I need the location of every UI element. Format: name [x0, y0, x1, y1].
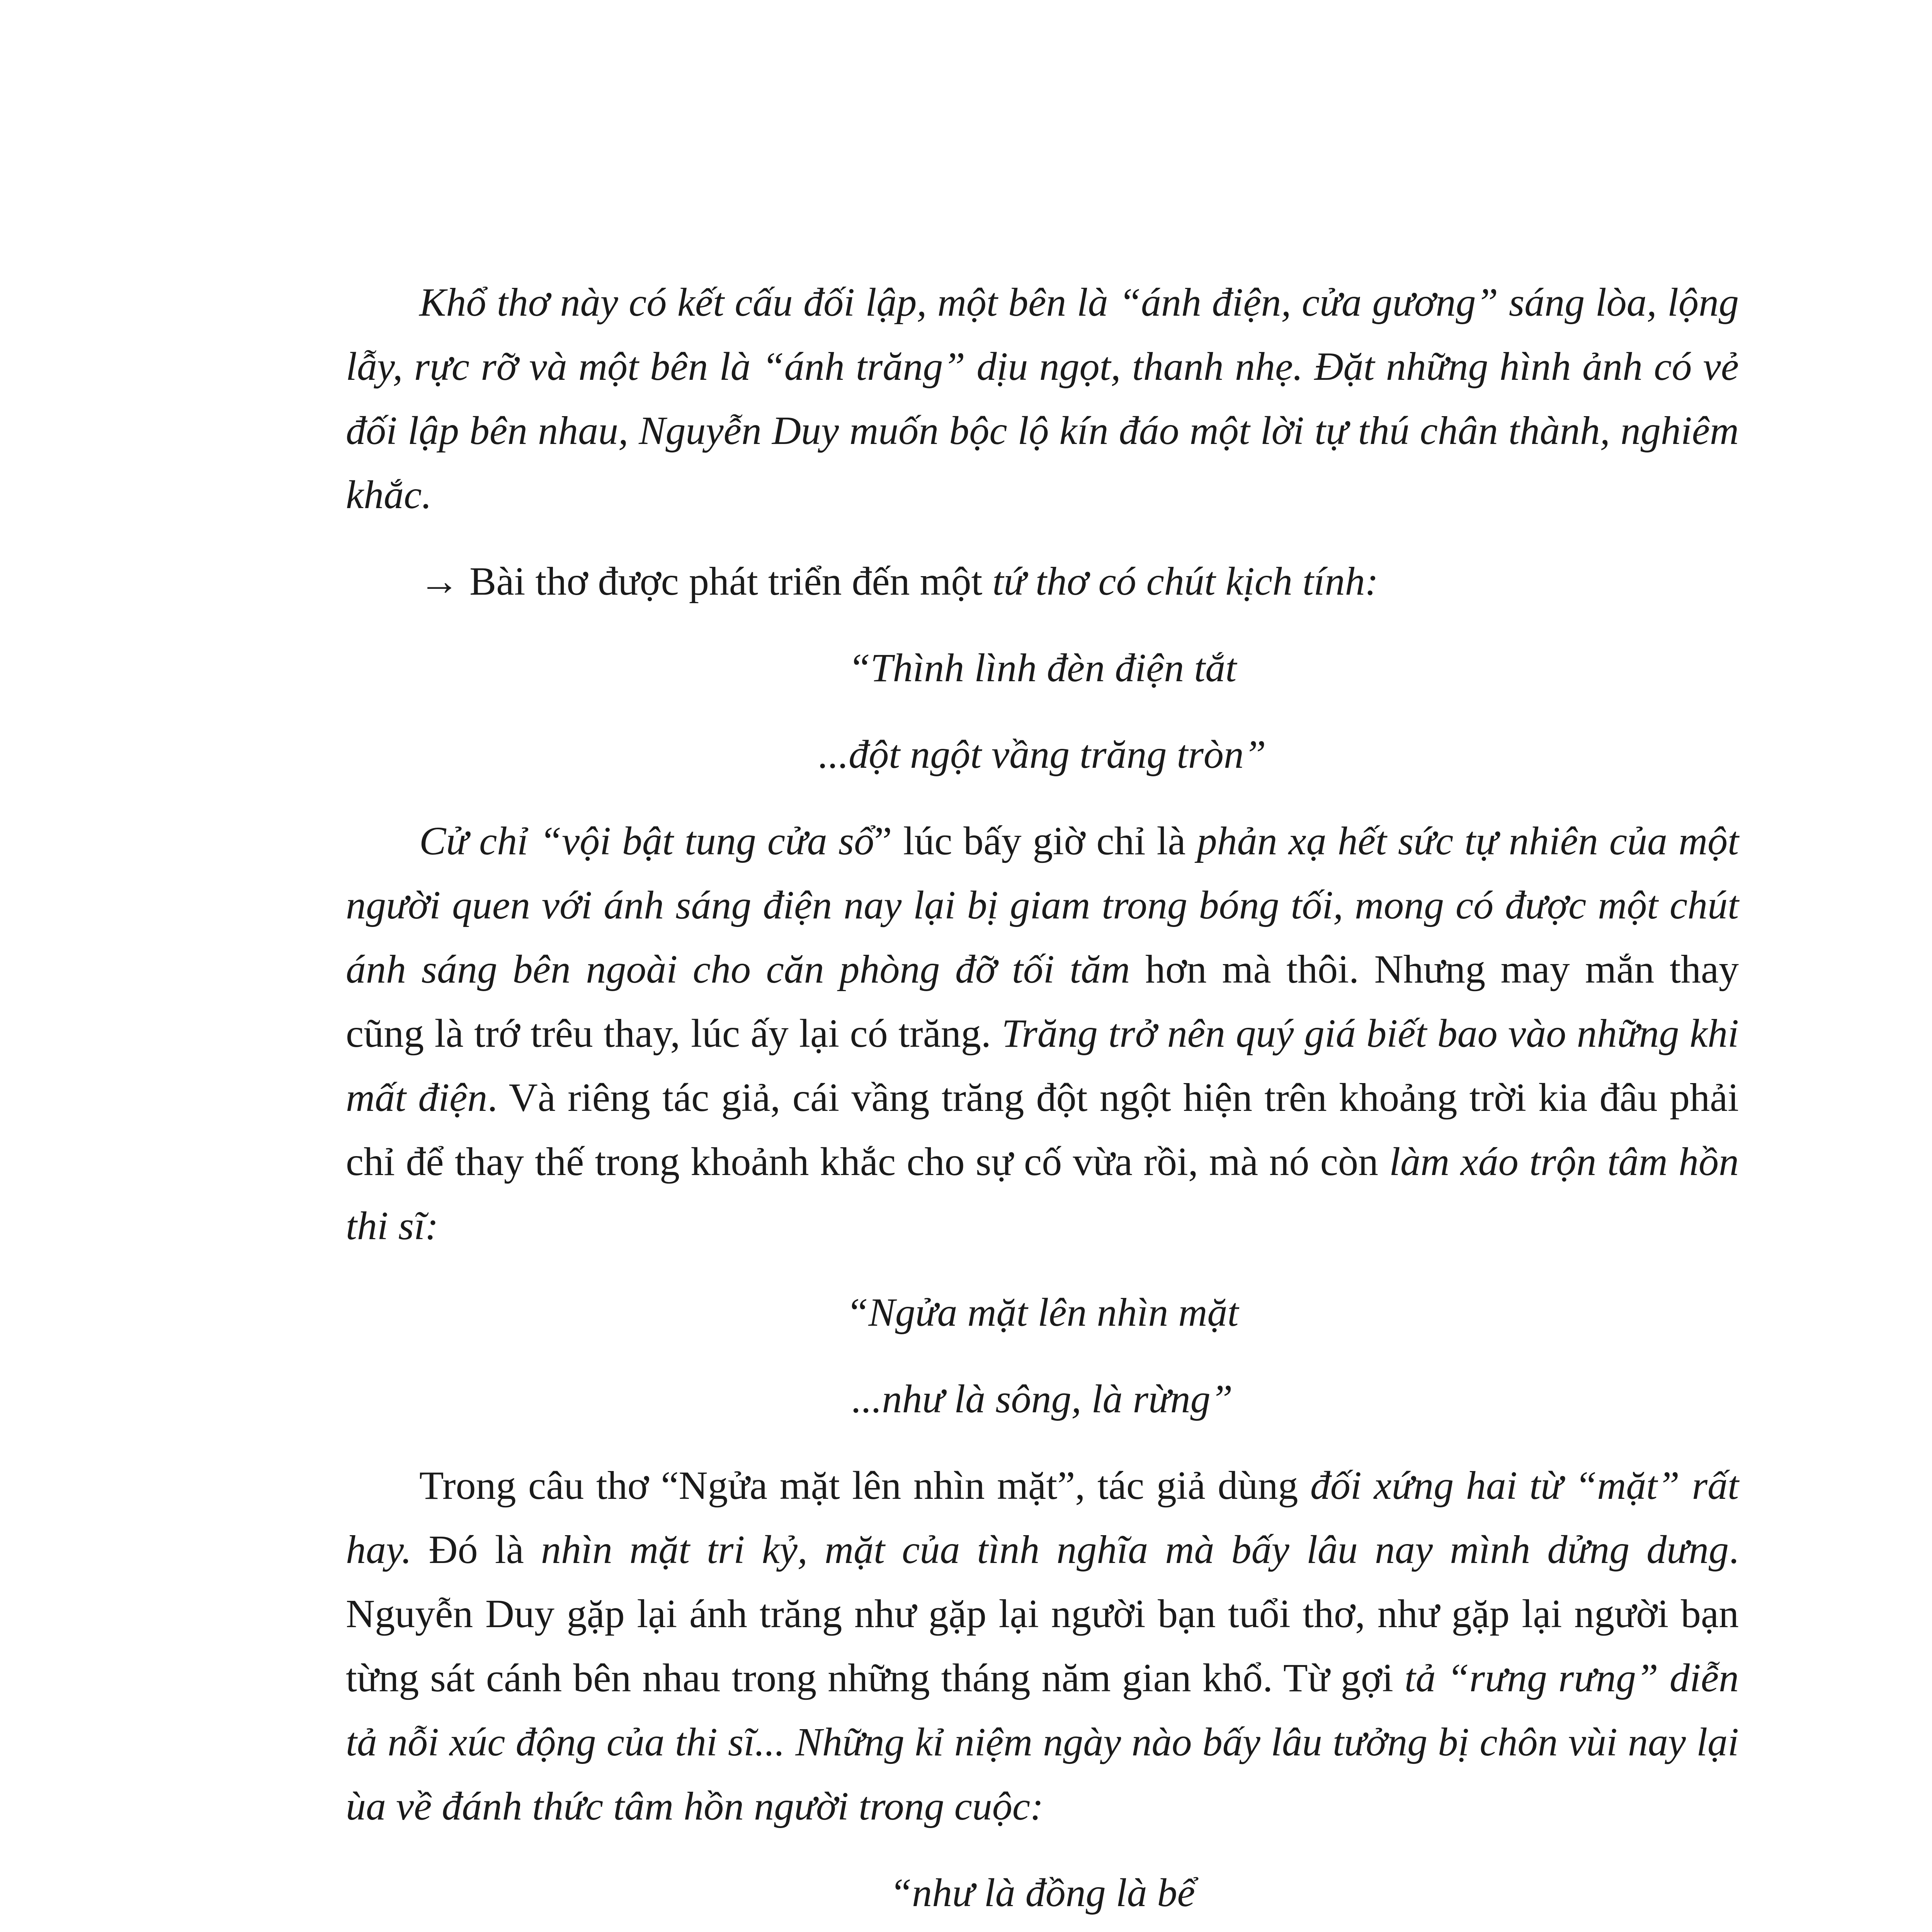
arrow-icon: →	[419, 559, 459, 604]
paragraph-face-emphasis: nhìn mặt tri kỷ, mặt của tình nghĩa mà bấy lâu nay mình dửng dưng	[541, 1527, 1729, 1572]
paragraph-face	[346, 1454, 1739, 1838]
paragraph-face-emphasis: tả “rưng rưng” diễn tả nỗi xúc động của thi sĩ... Những kỉ niệm ngày nào bấy lâu tưởng bị chôn vùi nay lại ùa về đánh thức tâm hồn người trong cuộc:	[346, 1656, 1739, 1828]
verse-line: “như là đồng là bể	[889, 1871, 1195, 1915]
verse-line: “Ngửa mặt lên nhìn mặt	[846, 1290, 1239, 1335]
paragraph-gesture	[346, 809, 1739, 1258]
paragraph-gesture-emphasis: phản xạ hết sức tự nhiên của một người quen với ánh sáng điện nay lại bị giam trong bóng tối, mong có được một chút ánh sáng bên ngoài cho căn phòng đỡ tối tăm	[346, 819, 1739, 992]
paragraph-gesture-emphasis: làm xáo trộn tâm hồn thi sĩ:	[346, 1139, 1739, 1248]
paragraph-gesture-text: ” lúc bấy giờ chỉ là	[874, 819, 1197, 863]
paragraph-face-emphasis: đối xứng hai từ “mặt” rất hay.	[346, 1463, 1739, 1572]
verse-block-1	[346, 636, 1739, 787]
paragraph-face-text: . Nguyễn Duy gặp lại ánh trăng như gặp lại người bạn tuổi thơ, như gặp lại người bạn từng sát cánh bên nhau trong những tháng năm gian khổ. Từ gợi	[346, 1527, 1739, 1700]
paragraph-gesture-emphasis: Trăng trở nên quý giá biết bao vào những khi mất điện	[346, 1011, 1739, 1120]
paragraph-intro-text: Khổ thơ này có kết cấu đối lập, một bên là “ánh điện, cửa gương” sáng lòa, lộng lẫy, rực rỡ và một bên là “ánh trăng” dịu ngọt, thanh nhẹ. Đặt những hình ảnh có vẻ đối lập bên nhau, Nguyễn Duy muốn bộc lộ kín đáo một lời tự thú chân thành, nghiêm khắc.	[346, 280, 1739, 517]
paragraph-arrow-1-emphasis: tứ thơ có chút kịch tính:	[992, 559, 1379, 604]
paragraph-arrow-1-text: Bài thơ được phát triển đến một	[459, 559, 993, 604]
verse-line: ...như là sông, là rừng”	[852, 1377, 1233, 1421]
paragraph-face-text: Trong câu thơ “Ngửa mặt lên nhìn mặt”, tác giả dùng	[419, 1463, 1310, 1508]
paragraph-gesture-text: . Và riêng tác giả, cái vầng trăng đột ngột hiện trên khoảng trời kia đâu phải chỉ để thay thế trong khoảnh khắc cho sự cố vừa rồi, mà nó còn	[346, 1075, 1739, 1184]
paragraph-arrow-1	[346, 549, 1739, 614]
verse-line: ...đột ngột vầng trăng tròn”	[818, 732, 1266, 777]
paragraph-gesture-text: hơn mà thôi. Nhưng may mắn thay cũng là trớ trêu thay, lúc ấy lại có trăng.	[346, 947, 1739, 1056]
verse-block-2	[346, 1281, 1739, 1431]
paragraph-face-text: Đó là	[412, 1527, 541, 1572]
paragraph-gesture-emphasis: Cử chỉ “vội bật tung cửa sổ	[419, 819, 874, 863]
paragraph-intro	[346, 270, 1739, 527]
document-page	[346, 270, 1739, 1932]
verse-line: “Thình lình đèn điện tắt	[848, 646, 1237, 690]
verse-block-3	[346, 1861, 1739, 1932]
